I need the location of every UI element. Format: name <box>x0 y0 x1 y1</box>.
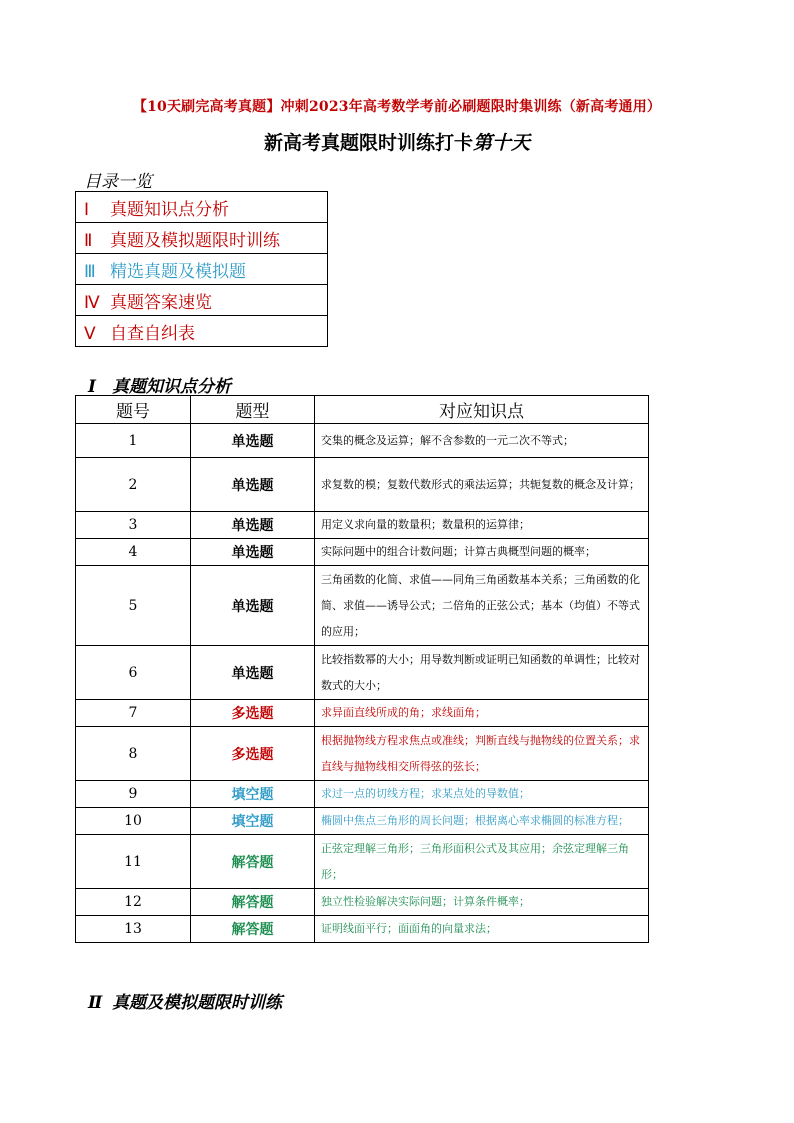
table-row <box>76 424 649 458</box>
row-knowledge: 求过一点的切线方程；求某点处的导数值； <box>315 781 649 808</box>
row-knowledge: 用定义求向量的数量积；数量积的运算律； <box>315 512 649 539</box>
row-knowledge: 三角函数的化简、求值——同角三角函数基本关系；三角函数的化简、求值——诱导公式；二倍角的正弦公式；基本（均值）不等式的应用； <box>315 566 649 646</box>
toc-cell <box>76 192 328 223</box>
row-knowledge: 求异面直线所成的角；求线面角； <box>315 700 649 727</box>
section-title: 真题及模拟题限时训练 <box>112 993 282 1013</box>
row-number: 5 <box>76 566 191 646</box>
toc-cell <box>76 223 328 254</box>
row-type: 多选题 <box>191 700 315 727</box>
table-row <box>76 781 649 808</box>
row-type: 单选题 <box>191 646 315 700</box>
toc-item-label: 真题答案速览 <box>110 292 212 313</box>
toc-item <box>76 316 328 347</box>
toc-heading: 目录一览 <box>84 172 152 192</box>
table-row <box>76 512 649 539</box>
toc-item <box>76 223 328 254</box>
knowledge-table <box>75 395 649 943</box>
row-type: 解答题 <box>191 889 315 916</box>
table-row <box>76 539 649 566</box>
row-type: 单选题 <box>191 539 315 566</box>
title-day: 第十天 <box>473 132 531 154</box>
row-knowledge: 比较指数幂的大小；用导数判断或证明已知函数的单调性；比较对数式的大小； <box>315 646 649 700</box>
row-number: 2 <box>76 458 191 512</box>
table-header-row <box>76 396 649 424</box>
row-type: 填空题 <box>191 781 315 808</box>
toc-item-label: 精选真题及模拟题 <box>110 261 246 282</box>
toc-item-num: Ⅱ <box>84 230 93 251</box>
row-type: 单选题 <box>191 424 315 458</box>
row-type: 解答题 <box>191 835 315 889</box>
title-main: 新高考真题限时训练打卡 <box>263 132 473 154</box>
row-type: 单选题 <box>191 566 315 646</box>
row-number: 3 <box>76 512 191 539</box>
header-number: 题号 <box>76 396 191 424</box>
document-subtitle: 【10天刷完高考真题】冲刺2023年高考数学考前必刷题限时集训练（新高考通用） <box>132 99 662 115</box>
table-row <box>76 835 649 889</box>
row-number: 6 <box>76 646 191 700</box>
section-num: Ⅱ <box>88 993 103 1013</box>
toc-cell <box>76 285 328 316</box>
row-number: 10 <box>76 808 191 835</box>
toc-item-label: 自查自纠表 <box>110 323 195 344</box>
section-heading-1 <box>88 372 231 397</box>
row-number: 1 <box>76 424 191 458</box>
toc-item-label: 真题及模拟题限时训练 <box>110 230 280 251</box>
toc-item-label: 真题知识点分析 <box>110 199 229 220</box>
toc-table <box>75 191 328 347</box>
table-row <box>76 727 649 781</box>
section-title: 真题知识点分析 <box>112 377 231 397</box>
row-knowledge: 椭圆中焦点三角形的周长问题；根据离心率求椭圆的标准方程； <box>315 808 649 835</box>
row-number: 12 <box>76 889 191 916</box>
table-row <box>76 889 649 916</box>
row-number: 4 <box>76 539 191 566</box>
table-row <box>76 808 649 835</box>
row-number: 7 <box>76 700 191 727</box>
toc-item <box>76 192 328 223</box>
row-knowledge: 根据抛物线方程求焦点或准线；判断直线与抛物线的位置关系；求直线与抛物线相交所得弦的弦长； <box>315 727 649 781</box>
toc-item-num: Ⅴ <box>84 323 96 344</box>
toc-item <box>76 285 328 316</box>
row-number: 9 <box>76 781 191 808</box>
section-num: Ⅰ <box>88 377 96 397</box>
row-knowledge: 独立性检验解决实际问题；计算条件概率； <box>315 889 649 916</box>
row-type: 解答题 <box>191 916 315 943</box>
toc-item <box>76 254 328 285</box>
table-row <box>76 458 649 512</box>
toc-item-num: Ⅲ <box>84 261 96 282</box>
row-number: 13 <box>76 916 191 943</box>
row-number: 8 <box>76 727 191 781</box>
toc-cell <box>76 316 328 347</box>
row-knowledge: 正弦定理解三角形；三角形面积公式及其应用；余弦定理解三角形； <box>315 835 649 889</box>
row-type: 单选题 <box>191 458 315 512</box>
toc-cell <box>76 254 328 285</box>
document-title <box>0 128 794 155</box>
toc-item-num: Ⅰ <box>84 199 90 220</box>
table-row <box>76 700 649 727</box>
table-row <box>76 566 649 646</box>
row-type: 多选题 <box>191 727 315 781</box>
row-number: 11 <box>76 835 191 889</box>
header-knowledge: 对应知识点 <box>315 396 649 424</box>
row-knowledge: 证明线面平行；面面角的向量求法； <box>315 916 649 943</box>
toc-item-num: Ⅳ <box>84 292 100 313</box>
table-row <box>76 646 649 700</box>
row-knowledge: 求复数的模；复数代数形式的乘法运算；共轭复数的概念及计算； <box>315 458 649 512</box>
table-row <box>76 916 649 943</box>
section-heading-2 <box>88 988 282 1013</box>
row-type: 填空题 <box>191 808 315 835</box>
row-knowledge: 交集的概念及运算；解不含参数的一元二次不等式； <box>315 424 649 458</box>
header-type: 题型 <box>191 396 315 424</box>
row-type: 单选题 <box>191 512 315 539</box>
row-knowledge: 实际问题中的组合计数问题；计算古典概型问题的概率； <box>315 539 649 566</box>
